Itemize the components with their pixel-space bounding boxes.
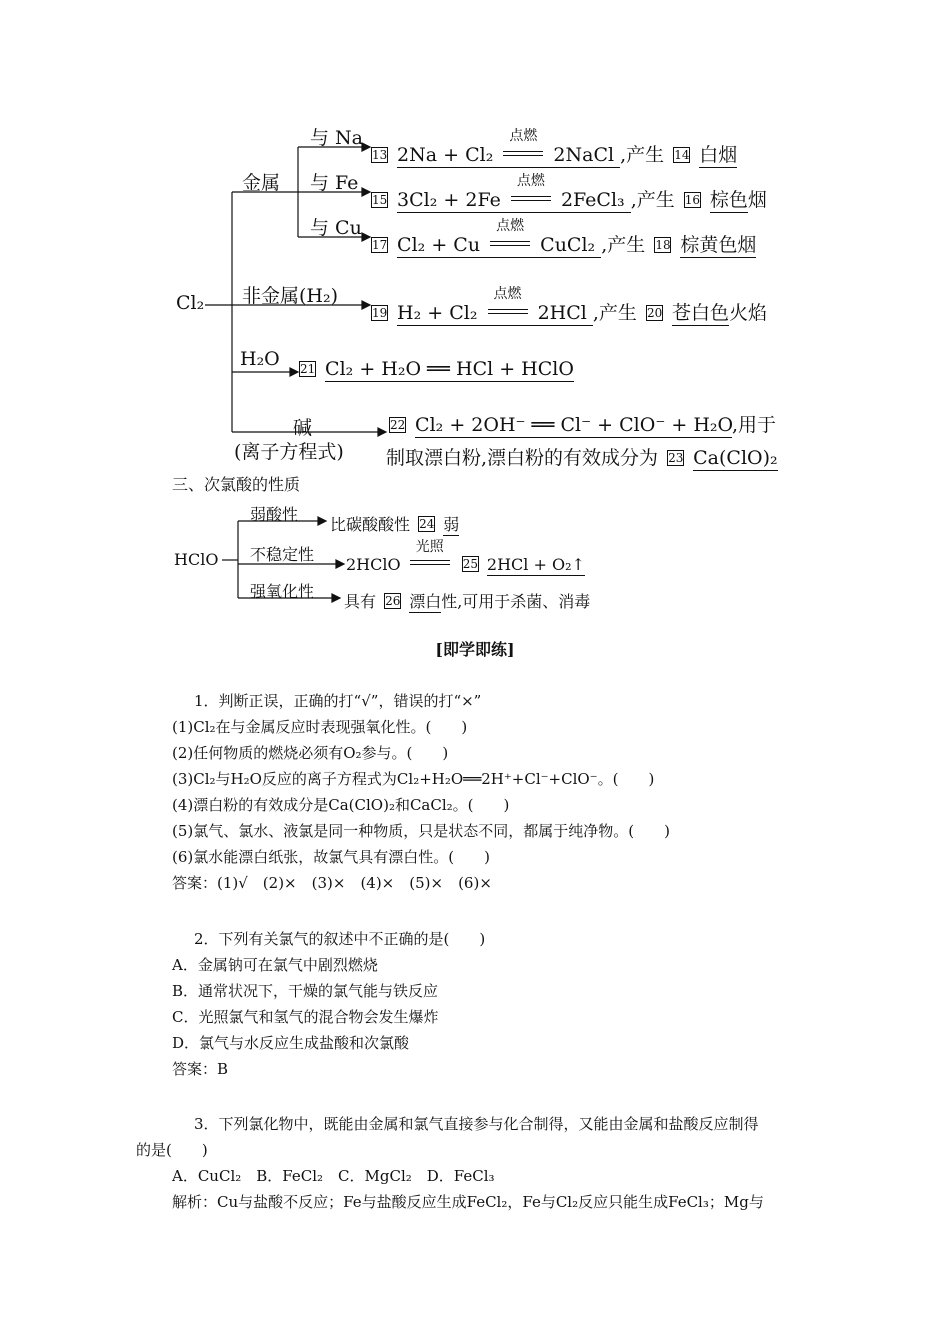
q3-analysis: 解析：Cu与盐酸不反应；Fe与盐酸反应生成FeCl₂，Fe与Cl₂反应只能生成FeCl₃；Mg与 xyxy=(172,1193,764,1211)
answer-26: 漂白 xyxy=(409,592,442,611)
blank-number-18: 18 xyxy=(655,238,671,252)
q1-item-3: (3)Cl₂与H₂O反应的离子方程式为Cl₂+H₂O══2H⁺+Cl⁻+ClO⁻。( ) xyxy=(172,770,655,788)
with-cu-label: 与 Cu xyxy=(310,217,362,239)
q1-stem: 1．判断正误，正确的打“√”，错误的打“×” xyxy=(194,692,482,710)
blank-number-26: 26 xyxy=(385,594,401,608)
row-19: 19 H₂ + Cl₂ 点燃 2HCl ,产生 20 苍白色火焰 xyxy=(372,286,768,324)
blank-number-15: 15 xyxy=(372,193,388,207)
with-na-label: 与 Na xyxy=(310,127,363,149)
row-23: 制取漂白粉,漂白粉的有效成分为 23 Ca(ClO)₂ xyxy=(386,447,778,469)
blank-number-24: 24 xyxy=(419,517,435,531)
question-2 xyxy=(172,926,485,1082)
answer-16: 棕色 xyxy=(709,189,748,211)
answer-23: Ca(ClO)₂ xyxy=(693,447,778,469)
answer-20: 苍白色 xyxy=(672,302,730,324)
q1-answer: 答案：(1)√ (2)× (3)× (4)× (5)× (6)× xyxy=(172,874,492,892)
blank-number-21: 21 xyxy=(300,362,316,376)
q2-option-b: B．通常状况下，干燥的氯气能与铁反应 xyxy=(172,982,439,1000)
equation-22: Cl₂ + 2OH⁻ ══ Cl⁻ + ClO⁻ + H₂O xyxy=(415,414,733,436)
base-label: 碱 xyxy=(293,417,313,439)
blank-number-22: 22 xyxy=(390,418,406,432)
question-3 xyxy=(136,1111,826,1215)
blank-number-16: 16 xyxy=(684,193,701,207)
answer-14: 白烟 xyxy=(699,144,738,166)
section-3-title: 三、次氯酸的性质 xyxy=(172,475,301,494)
metal-label: 金属 xyxy=(242,172,281,194)
q1-item-4: (4)漂白粉的有效成分是Ca(ClO)₂和CaCl₂。( ) xyxy=(172,796,510,814)
oxidizing-label: 强氧化性 xyxy=(250,582,315,601)
q1-item-5: (5)氯气、氯水、液氯是同一种物质，只是状态不同，都属于纯净物。( ) xyxy=(172,822,670,840)
row-15: 15 3Cl₂ + 2Fe 点燃 2FeCl₃ ,产生 16 棕色烟 xyxy=(372,173,767,211)
water-label: H₂O xyxy=(240,348,280,370)
answer-24: 弱 xyxy=(443,515,460,534)
equation-17: Cl₂ + Cu 点燃 CuCl₂ xyxy=(397,234,601,258)
blank-number-19: 19 xyxy=(372,306,388,320)
hclo-root-label: HClO xyxy=(174,550,219,569)
q3-options: A．CuCl₂ B．FeCl₂ C．MgCl₂ D．FeCl₃ xyxy=(172,1167,495,1185)
q1-item-6: (6)氯水能漂白纸张，故氯气具有漂白性。( ) xyxy=(172,848,490,866)
q2-option-c: C．光照氯气和氢气的混合物会发生爆炸 xyxy=(172,1008,439,1026)
blank-number-14: 14 xyxy=(674,148,690,162)
q2-stem: 2．下列有关氯气的叙述中不正确的是( ) xyxy=(194,930,486,948)
row-13: 13 2Na + Cl₂ 点燃 2NaCl ,产生 14 白烟 xyxy=(372,128,738,166)
cl2-root-label: Cl₂ xyxy=(176,292,205,314)
q1-item-2: (2)任何物质的燃烧必须有O₂参与。( ) xyxy=(172,744,449,762)
with-fe-label: 与 Fe xyxy=(310,172,359,194)
q2-option-a: A．金属钠可在氯气中剧烈燃烧 xyxy=(172,956,378,974)
equation-13: 2Na + Cl₂ 点燃 2NaCl xyxy=(397,144,620,168)
q2-answer: 答案：B xyxy=(172,1060,229,1078)
row-24: 比碳酸酸性 24 弱 xyxy=(330,515,460,534)
row-21 xyxy=(296,358,574,380)
nonmetal-label: 非金属(H₂) xyxy=(242,285,339,307)
equation-19: H₂ + Cl₂ 点燃 2HCl xyxy=(397,302,593,326)
row-25: 2HClO 光照 25 2HCl + O₂↑ xyxy=(346,539,585,574)
unstable-label: 不稳定性 xyxy=(250,545,315,564)
blank-number-17: 17 xyxy=(372,238,388,252)
answer-25: 2HCl + O₂↑ xyxy=(486,555,585,574)
question-1 xyxy=(172,688,670,896)
blank-number-23: 23 xyxy=(668,451,684,465)
q2-option-d: D．氯气与水反应生成盐酸和次氯酸 xyxy=(172,1034,410,1052)
blank-number-25: 25 xyxy=(462,557,479,571)
q3-stem-line1: 3．下列氯化物中，既能由金属和氯气直接参与化合制得，又能由金属和盐酸反应制得 xyxy=(194,1115,759,1133)
blank-number-13: 13 xyxy=(372,148,388,162)
row-17: 17 Cl₂ + Cu 点燃 CuCl₂ ,产生 18 棕黄色烟 xyxy=(372,218,757,256)
q3-stem-line2: 的是( ) xyxy=(136,1141,208,1159)
weak-acid-label: 弱酸性 xyxy=(250,505,299,524)
answer-18: 棕黄色烟 xyxy=(680,234,757,256)
row-22: 22 Cl₂ + 2OH⁻ ══ Cl⁻ + ClO⁻ + H₂O,用于 xyxy=(390,414,777,436)
base-sub-label: (离子方程式) xyxy=(234,441,344,463)
q1-item-1: (1)Cl₂在与金属反应时表现强氧化性。( ) xyxy=(172,718,468,736)
practice-heading: [即学即练] xyxy=(435,640,515,659)
row-26: 具有 26 漂白性,可用于杀菌、消毒 xyxy=(344,592,591,611)
equation-15: 3Cl₂ + 2Fe 点燃 2FeCl₃ xyxy=(397,189,631,213)
blank-number-20: 20 xyxy=(646,306,663,320)
equation-21: Cl₂ + H₂O ══ HCl + HClO xyxy=(325,358,574,380)
